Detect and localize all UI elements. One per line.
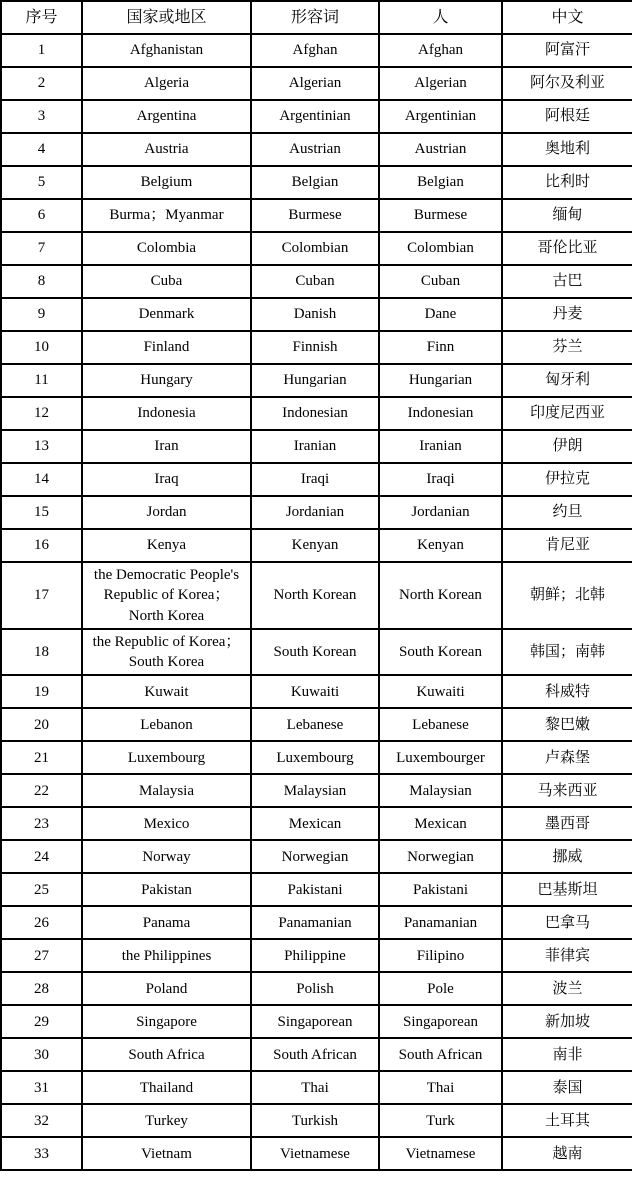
table-row [1, 34, 632, 67]
adjective-cell: Algerian [251, 67, 379, 100]
row-number-cell: 4 [1, 133, 82, 166]
country-cell: Malaysia [82, 774, 251, 807]
person-cell: Lebanese [379, 708, 502, 741]
chinese-cell: 奥地利 [502, 133, 632, 166]
table-row [1, 675, 632, 708]
chinese-cell: 印度尼西亚 [502, 397, 632, 430]
chinese-cell: 朝鲜；北韩 [502, 562, 632, 629]
column-header-chinese: 中文 [502, 1, 632, 34]
country-cell: Kenya [82, 529, 251, 562]
country-cell: Panama [82, 906, 251, 939]
chinese-cell: 巴基斯坦 [502, 873, 632, 906]
row-number-cell: 2 [1, 67, 82, 100]
adjective-cell: Luxembourg [251, 741, 379, 774]
table-row [1, 265, 632, 298]
chinese-cell: 泰国 [502, 1071, 632, 1104]
chinese-cell: 土耳其 [502, 1104, 632, 1137]
table-row [1, 232, 632, 265]
row-number-cell: 13 [1, 430, 82, 463]
row-number-cell: 8 [1, 265, 82, 298]
table-row [1, 562, 632, 629]
row-number-cell: 26 [1, 906, 82, 939]
adjective-cell: Malaysian [251, 774, 379, 807]
chinese-cell: 伊朗 [502, 430, 632, 463]
row-number-cell: 22 [1, 774, 82, 807]
person-cell: Mexican [379, 807, 502, 840]
row-number-cell: 11 [1, 364, 82, 397]
row-number-cell: 29 [1, 1005, 82, 1038]
table-row [1, 430, 632, 463]
country-cell: Jordan [82, 496, 251, 529]
adjective-cell: Norwegian [251, 840, 379, 873]
chinese-cell: 科威特 [502, 675, 632, 708]
table-row [1, 1038, 632, 1071]
table-row [1, 1137, 632, 1170]
chinese-cell: 韩国；南韩 [502, 629, 632, 676]
country-cell: Denmark [82, 298, 251, 331]
adjective-cell: Philippine [251, 939, 379, 972]
chinese-cell: 哥伦比亚 [502, 232, 632, 265]
country-cell: Singapore [82, 1005, 251, 1038]
row-number-cell: 6 [1, 199, 82, 232]
column-header-person: 人 [379, 1, 502, 34]
chinese-cell: 比利时 [502, 166, 632, 199]
adjective-cell: Austrian [251, 133, 379, 166]
column-header-number: 序号 [1, 1, 82, 34]
country-cell: Norway [82, 840, 251, 873]
row-number-cell: 21 [1, 741, 82, 774]
table-row [1, 364, 632, 397]
person-cell: South African [379, 1038, 502, 1071]
adjective-cell: Thai [251, 1071, 379, 1104]
chinese-cell: 挪威 [502, 840, 632, 873]
chinese-cell: 越南 [502, 1137, 632, 1170]
country-cell: Thailand [82, 1071, 251, 1104]
chinese-cell: 马来西亚 [502, 774, 632, 807]
country-cell: the Philippines [82, 939, 251, 972]
table-header-row [1, 1, 632, 34]
chinese-cell: 墨西哥 [502, 807, 632, 840]
chinese-cell: 卢森堡 [502, 741, 632, 774]
table-row [1, 100, 632, 133]
table-row [1, 67, 632, 100]
country-cell: Belgium [82, 166, 251, 199]
country-cell: Turkey [82, 1104, 251, 1137]
person-cell: Burmese [379, 199, 502, 232]
chinese-cell: 缅甸 [502, 199, 632, 232]
adjective-cell: Argentinian [251, 100, 379, 133]
country-cell: Luxembourg [82, 741, 251, 774]
table-row [1, 972, 632, 1005]
table-row [1, 774, 632, 807]
person-cell: North Korean [379, 562, 502, 629]
row-number-cell: 7 [1, 232, 82, 265]
country-cell: Kuwait [82, 675, 251, 708]
person-cell: Vietnamese [379, 1137, 502, 1170]
table-row [1, 199, 632, 232]
column-header-country: 国家或地区 [82, 1, 251, 34]
country-cell: Lebanon [82, 708, 251, 741]
row-number-cell: 16 [1, 529, 82, 562]
person-cell: Kuwaiti [379, 675, 502, 708]
country-cell: the Republic of Korea； South Korea [82, 629, 251, 676]
row-number-cell: 20 [1, 708, 82, 741]
person-cell: Finn [379, 331, 502, 364]
table-row [1, 873, 632, 906]
adjective-cell: Hungarian [251, 364, 379, 397]
adjective-cell: North Korean [251, 562, 379, 629]
adjective-cell: Singaporean [251, 1005, 379, 1038]
table-row [1, 939, 632, 972]
adjective-cell: Pakistani [251, 873, 379, 906]
row-number-cell: 14 [1, 463, 82, 496]
chinese-cell: 阿尔及利亚 [502, 67, 632, 100]
person-cell: Algerian [379, 67, 502, 100]
adjective-cell: Indonesian [251, 397, 379, 430]
row-number-cell: 28 [1, 972, 82, 1005]
row-number-cell: 18 [1, 629, 82, 676]
row-number-cell: 15 [1, 496, 82, 529]
person-cell: Norwegian [379, 840, 502, 873]
chinese-cell: 南非 [502, 1038, 632, 1071]
person-cell: Malaysian [379, 774, 502, 807]
row-number-cell: 19 [1, 675, 82, 708]
country-cell: Afghanistan [82, 34, 251, 67]
table-row [1, 1005, 632, 1038]
table-row [1, 331, 632, 364]
row-number-cell: 25 [1, 873, 82, 906]
country-cell: the Democratic People's Republic of Korea； North Korea [82, 562, 251, 629]
table-row [1, 496, 632, 529]
adjective-cell: Polish [251, 972, 379, 1005]
person-cell: South Korean [379, 629, 502, 676]
person-cell: Pakistani [379, 873, 502, 906]
person-cell: Indonesian [379, 397, 502, 430]
adjective-cell: Colombian [251, 232, 379, 265]
chinese-cell: 巴拿马 [502, 906, 632, 939]
person-cell: Belgian [379, 166, 502, 199]
chinese-cell: 匈牙利 [502, 364, 632, 397]
country-cell: Colombia [82, 232, 251, 265]
adjective-cell: Afghan [251, 34, 379, 67]
row-number-cell: 24 [1, 840, 82, 873]
person-cell: Dane [379, 298, 502, 331]
chinese-cell: 阿富汗 [502, 34, 632, 67]
row-number-cell: 17 [1, 562, 82, 629]
table-row [1, 133, 632, 166]
country-cell: Algeria [82, 67, 251, 100]
row-number-cell: 1 [1, 34, 82, 67]
table-row [1, 1104, 632, 1137]
row-number-cell: 5 [1, 166, 82, 199]
adjective-cell: Kenyan [251, 529, 379, 562]
chinese-cell: 黎巴嫩 [502, 708, 632, 741]
table-row [1, 708, 632, 741]
row-number-cell: 32 [1, 1104, 82, 1137]
person-cell: Panamanian [379, 906, 502, 939]
country-cell: Iran [82, 430, 251, 463]
adjective-cell: Danish [251, 298, 379, 331]
person-cell: Iranian [379, 430, 502, 463]
chinese-cell: 芬兰 [502, 331, 632, 364]
chinese-cell: 新加坡 [502, 1005, 632, 1038]
adjective-cell: Vietnamese [251, 1137, 379, 1170]
table-row [1, 463, 632, 496]
adjective-cell: South African [251, 1038, 379, 1071]
person-cell: Jordanian [379, 496, 502, 529]
row-number-cell: 3 [1, 100, 82, 133]
table-row [1, 629, 632, 676]
chinese-cell: 丹麦 [502, 298, 632, 331]
person-cell: Singaporean [379, 1005, 502, 1038]
country-cell: Burma；Myanmar [82, 199, 251, 232]
adjective-cell: Panamanian [251, 906, 379, 939]
adjective-cell: Burmese [251, 199, 379, 232]
person-cell: Afghan [379, 34, 502, 67]
row-number-cell: 9 [1, 298, 82, 331]
table-row [1, 741, 632, 774]
chinese-cell: 肯尼亚 [502, 529, 632, 562]
adjective-cell: Finnish [251, 331, 379, 364]
row-number-cell: 10 [1, 331, 82, 364]
adjective-cell: Turkish [251, 1104, 379, 1137]
country-cell: Austria [82, 133, 251, 166]
country-cell: Cuba [82, 265, 251, 298]
table-row [1, 906, 632, 939]
person-cell: Turk [379, 1104, 502, 1137]
table-row [1, 298, 632, 331]
country-cell: Pakistan [82, 873, 251, 906]
row-number-cell: 31 [1, 1071, 82, 1104]
country-cell: Vietnam [82, 1137, 251, 1170]
chinese-cell: 约旦 [502, 496, 632, 529]
table-row [1, 807, 632, 840]
chinese-cell: 菲律宾 [502, 939, 632, 972]
row-number-cell: 27 [1, 939, 82, 972]
person-cell: Iraqi [379, 463, 502, 496]
row-number-cell: 12 [1, 397, 82, 430]
country-cell: Argentina [82, 100, 251, 133]
adjective-cell: South Korean [251, 629, 379, 676]
person-cell: Austrian [379, 133, 502, 166]
country-cell: Iraq [82, 463, 251, 496]
person-cell: Filipino [379, 939, 502, 972]
chinese-cell: 伊拉克 [502, 463, 632, 496]
person-cell: Kenyan [379, 529, 502, 562]
chinese-cell: 古巴 [502, 265, 632, 298]
adjective-cell: Iranian [251, 430, 379, 463]
table-row [1, 166, 632, 199]
country-cell: Hungary [82, 364, 251, 397]
country-cell: Poland [82, 972, 251, 1005]
adjective-cell: Mexican [251, 807, 379, 840]
table-row [1, 397, 632, 430]
row-number-cell: 23 [1, 807, 82, 840]
person-cell: Pole [379, 972, 502, 1005]
table-row [1, 1071, 632, 1104]
chinese-cell: 波兰 [502, 972, 632, 1005]
person-cell: Thai [379, 1071, 502, 1104]
adjective-cell: Iraqi [251, 463, 379, 496]
adjective-cell: Cuban [251, 265, 379, 298]
country-cell: South Africa [82, 1038, 251, 1071]
adjective-cell: Kuwaiti [251, 675, 379, 708]
person-cell: Colombian [379, 232, 502, 265]
table-body [1, 34, 632, 1170]
adjective-cell: Lebanese [251, 708, 379, 741]
table-row [1, 840, 632, 873]
row-number-cell: 33 [1, 1137, 82, 1170]
country-cell: Finland [82, 331, 251, 364]
adjective-cell: Jordanian [251, 496, 379, 529]
country-cell: Mexico [82, 807, 251, 840]
chinese-cell: 阿根廷 [502, 100, 632, 133]
person-cell: Luxembourger [379, 741, 502, 774]
person-cell: Hungarian [379, 364, 502, 397]
country-cell: Indonesia [82, 397, 251, 430]
column-header-adjective: 形容词 [251, 1, 379, 34]
person-cell: Argentinian [379, 100, 502, 133]
table-row [1, 529, 632, 562]
adjective-cell: Belgian [251, 166, 379, 199]
person-cell: Cuban [379, 265, 502, 298]
row-number-cell: 30 [1, 1038, 82, 1071]
